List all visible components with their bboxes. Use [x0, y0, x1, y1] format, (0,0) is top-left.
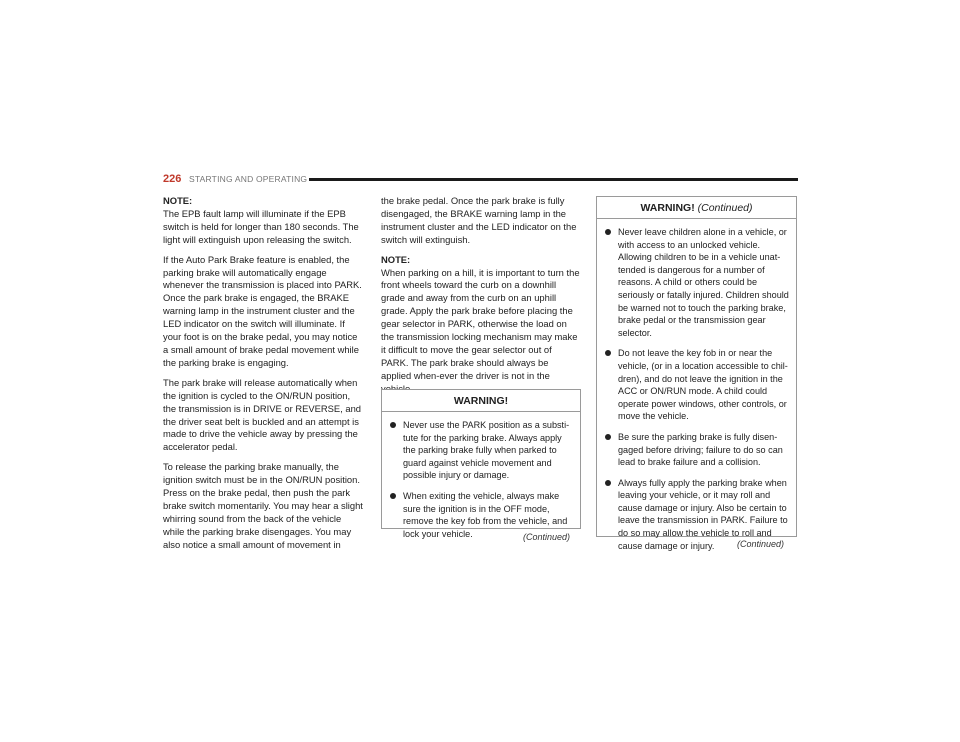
- note-label: NOTE:: [163, 195, 193, 206]
- warning-list: [597, 219, 796, 564]
- warning-item: When exiting the vehicle, always make sure the ignition is in the OFF mode, remove the key fob from the vehicle, and lock your vehicle.: [390, 490, 576, 540]
- continued-label: (Continued): [737, 539, 785, 549]
- paragraph-auto-park: If the Auto Park Brake feature is enabled, the parking brake will automatically engage whenever the transmission is placed into PARK. Once the park brake is engaged, the BRAKE warning lamp in the instrument cluster and the LED indicator on the switch will illuminate. If your foot is on the brake pedal, you may notice a small amount of brake pedal movement while the parking brake is engaging.: [163, 253, 362, 368]
- warning-item: Never leave children alone in a vehicle, or with access to an unlocked vehicle. Allowing children to be in a vehicle unat-tended is dangerous for a number of reasons. A child or others could be seriously or fatally injured. Children should be warned not to touch the parking brake, brake pedal or the transmission gear selector.: [605, 226, 792, 339]
- warning-title-suffix: (Continued): [697, 202, 753, 214]
- bullet-icon: [605, 350, 611, 356]
- warning-item: Always fully apply the parking brake when leaving your vehicle, or it may roll and cause damage or injury. Also be certain to leave the transmission in PARK. Failure to do so may allow the vehicle to roll and cause damage or injury.: [605, 477, 792, 553]
- page-header: [163, 172, 798, 186]
- column-middle: [381, 195, 581, 403]
- warning-title: WARNING! (Continued): [597, 197, 796, 219]
- section-title: STARTING AND OPERATING: [189, 174, 308, 184]
- column-left: [163, 195, 365, 559]
- bullet-icon: [390, 493, 396, 499]
- paragraph-manual-release: To release the parking brake manually, the ignition switch must be in the ON/RUN position. Press on the brake pedal, then push the park brake switch momentarily. You may hear a slight whirring sound from the back of the vehicle while the parking brake disengages. You may also notice a small amount of movement in: [163, 461, 363, 550]
- bullet-icon: [605, 434, 611, 440]
- continued-label: (Continued): [523, 532, 571, 542]
- warning-item: Do not leave the key fob in or near the vehicle, (or in a location accessible to chil-dren), and do not leave the ignition in the ACC or ON/RUN mode. A child could operate power windows, other controls, or move the vehicle.: [605, 347, 792, 423]
- page-number: 226: [163, 173, 182, 185]
- note-label: NOTE:: [381, 253, 411, 265]
- warning-item: Be sure the parking brake is fully disen-gaged before driving; failure to do so can lead to brake failure and a collision.: [605, 431, 792, 469]
- header-rule: [309, 178, 798, 181]
- warning-title: WARNING!: [382, 390, 580, 412]
- warning-item: Never use the PARK position as a substi-tute for the parking brake. Always apply the parking brake fully when parked to guard against vehicle movement and possible injury or damage.: [390, 419, 576, 482]
- note-text: When parking on a hill, it is important to turn the front wheels toward the curb on a downhill grade and away from the curb on an uphill grade. Apply the park brake before placing the gear selector in PARK, otherwise the load on the transmission locking mechanism may make it difficult to move the gear selector out of PARK. The park brake should always be applied when-ever the driver is not in the: [381, 266, 580, 381]
- paragraph-auto-release: The park brake will release automatically when the ignition is cycled to the ON/RUN position, the transmission is in DRIVE or REVERSE, and the driver seat belt is buckled and an attempt is made to drive the vehicle away by pressing the accelerator pedal.: [163, 376, 361, 453]
- warning-box-continued: [596, 196, 797, 551]
- bullet-icon: [390, 422, 396, 428]
- note-text: The EPB fault lamp will illuminate if the EPB switch is held for longer than 180 seconds. The light will extinguish upon releasing the switch.: [163, 207, 359, 245]
- note-block-hill: [381, 254, 581, 396]
- bullet-icon: [605, 229, 611, 235]
- note-block: [163, 195, 365, 247]
- paragraph-continued: the brake pedal. Once the park brake is fully disengaged, the BRAKE warning lamp in the instrument cluster and the LED indicator on the switch will extinguish.: [381, 195, 577, 245]
- bullet-icon: [605, 480, 611, 486]
